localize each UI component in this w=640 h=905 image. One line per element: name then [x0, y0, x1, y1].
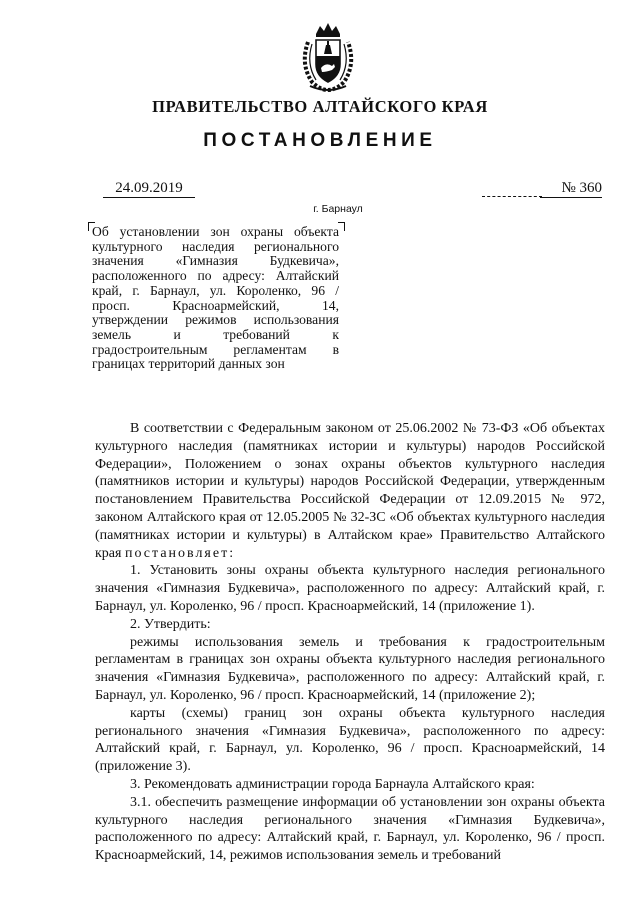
number-underline: [482, 196, 542, 197]
altai-krai-coat-of-arms-icon: [296, 20, 360, 94]
coat-of-arms-emblem: [296, 20, 360, 94]
item-3: 3. Рекомендовать администрации города Барнаула Алтайского края:: [130, 776, 535, 792]
issuing-city: г. Барнаул: [313, 203, 363, 215]
document-date: 24.09.2019: [103, 180, 195, 198]
item-2b: карты (схемы) границ зон охраны объекта культурного наследия регионального значения «Гимназия Будкевича», расположенного по адресу: Алтайский край, г. Барнаул, ул. Короленко, 96 / просп. Красноармейский, 14 (приложение 3).: [95, 705, 605, 775]
preamble-paragraph: [95, 420, 605, 562]
preamble-text: В соответствии с Федеральным законом от 25.06.2002 № 73-ФЗ «Об объектах культурного наследия (памятниках истории и культуры) народов Российской Федерации», Положением о зонах охраны объектов культурного наследия (памятников истории и культуры) народов Российской Федерации, утвержденным постановлением Правительства Российской Федерации от 12.09.2015 № 972, законом Алтайского края от 12.05.2005 № 32-ЗС «Об объектах культурного наследия (памятниках истории и культуры) в Алтайском крае» Правительство Алтайского края: [95, 421, 605, 561]
item-2a: режимы использования земель и требования к градостроительным регламентам в границах зон охраны объекта культурного наследия регионального значения «Гимназия Будкевича», расположенного по адресу: Алтайский край, г. Барнаул, ул. Короленко, 96 / просп. Красноармейский, 14 (приложение 2);: [95, 634, 605, 703]
document-subject: Об установлении зон охраны объекта культурного наследия регионального значения «Гимназия Будкевича», расположенного по адресу: Алтайский край, г. Барнаул, ул. Короленко, 96 / просп. Красноармейский, 14, утверждении режимов использования земель и требований к градостроительным регламентам в границах территорий данных зон: [92, 224, 339, 372]
resolves-word: постановляет:: [124, 545, 236, 561]
document-type-title: ПОСТАНОВЛЕНИЕ: [203, 130, 437, 151]
document-number: № 360: [540, 180, 602, 198]
item-3-1: 3.1. обеспечить размещение информации об установлении зон охраны объекта культурного наследия регионального значения «Гимназия Будкевича», расположенного по адресу: Алтайский край, г. Барнаул, ул. Короленко, 96 / просп. Красноармейский, 14, режимов использования земель и требований: [95, 794, 605, 864]
government-title: ПРАВИТЕЛЬСТВО АЛТАЙСКОГО КРАЯ: [152, 97, 488, 116]
document-body: [95, 420, 605, 865]
item-1: 1. Установить зоны охраны объекта культурного наследия регионального значения «Гимназия Будкевича», расположенного по адресу: Алтайский край, г. Барнаул, ул. Короленко, 96 / просп. Красноармейский, 14 (приложение 1).: [95, 563, 605, 614]
item-2: 2. Утвердить:: [130, 616, 211, 632]
subject-bracket-right: [338, 222, 345, 231]
